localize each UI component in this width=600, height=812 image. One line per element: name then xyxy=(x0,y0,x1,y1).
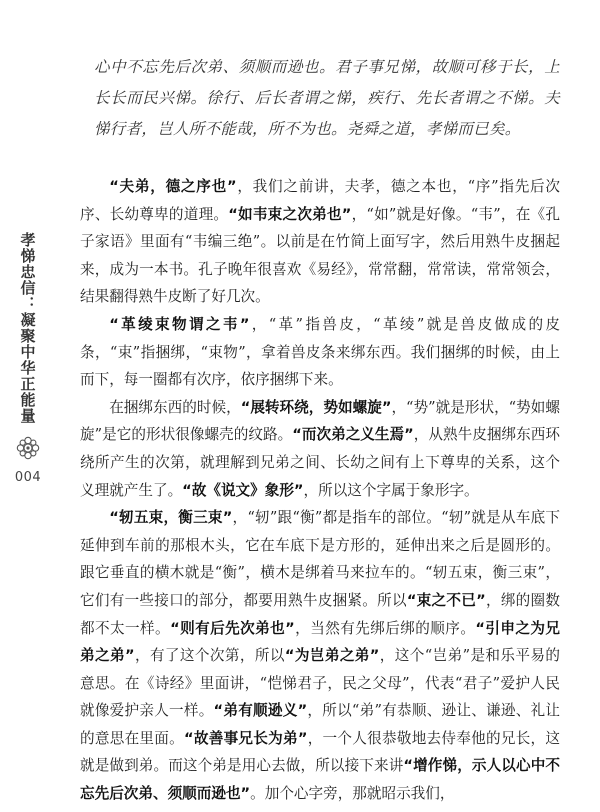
emphasized-text: “则有后先次弟也” xyxy=(170,619,295,637)
emphasized-text: “轫五束，衡三束” xyxy=(109,509,233,527)
body-text: ，从熟牛皮捆绑东西环绕所产生的次第，就理解到兄弟之间、长幼之间有上下尊卑的关系，这个义理就产生了。 xyxy=(80,426,560,499)
body-text: ，所以“弟”有恭顺、逊让、谦逊、礼让的意思在里面。 xyxy=(80,702,560,747)
body-text: ，我们之前讲，夫孝，德之本也，“序”指先后次序、长幼尊卑的道理。 xyxy=(80,178,560,223)
body-text: ，“如”就是好像。“韦”，在《孔子家语》里面有“韦编三绝”。以前是在竹简上面写字，然后用熟牛皮捆起来，成为一本书。孔子晚年很喜欢《易经》，常常翻，常常读，常常领会，结果翻得熟牛皮断了好几次。 xyxy=(80,205,560,306)
emphasized-text: “夫弟，德之序也” xyxy=(109,178,237,195)
body-text: ，“轫”跟“衡”都是指车的部位。“轫”就是从车底下延伸到车前的那根木头，它在车底下是方形的，延伸出来之后是圆形的。跟它垂直的横木就是“衡”，横木是绑着马来拉车的。“轫五束，衡三束”，它们有一些接口的部分，都要用熟牛皮捆紧。所以 xyxy=(80,509,560,609)
main-content xyxy=(80,52,560,808)
emphasized-text: “弟有顺逊义” xyxy=(213,702,308,720)
body-text: ，一个人很恭敬地去侍奉他的兄长，这就是做到弟。而这个弟是用心去做，所以接下来讲 xyxy=(80,729,560,775)
body-text: ，“革”指兽皮，“革绫”就是兽皮做成的皮条，“束”指捆绑，“束物”，拿着兽皮条来绑东西。我们捆绑的时候，由上而下，每一圈都有次序，依序捆绑下来。 xyxy=(80,315,560,389)
flower-emblem-icon xyxy=(14,434,42,462)
paragraph xyxy=(80,504,560,808)
paragraph xyxy=(80,394,560,504)
emphasized-text: “展转环绕，势如螺旋” xyxy=(240,398,392,416)
paragraph xyxy=(80,311,560,394)
body-text: ，当然有先绑后绑的顺序。 xyxy=(294,619,476,637)
body-text: 。加个心字旁，那就昭示我们， xyxy=(250,785,455,803)
emphasized-text: “束之不已” xyxy=(406,591,486,609)
emphasized-text: “引申之为兄弟之弟” xyxy=(80,619,560,665)
emphasized-text: “革绫束物谓之韦” xyxy=(109,315,250,333)
body-text: ，这个“岂弟”是和乐平易的意思。在《诗经》里面讲，“恺悌君子，民之父母”，代表“君子”爱护人民就像爱护亲人一样。 xyxy=(80,647,560,720)
emphasized-text: “为岂弟之弟” xyxy=(284,647,380,665)
classical-quote: 心中不忘先后次弟、须顺而逊也。君子事兄悌，故顺可移于长，上长长而民兴悌。徐行、后长者谓之悌，疾行、先长者谓之不悌。夫悌行者，岂人所不能哉，所不为也。尧舜之道，孝悌而已矣。 xyxy=(94,58,560,138)
emphasized-text: “增作悌，示人以心中不忘先后次弟、须顺而逊也” xyxy=(80,757,560,803)
emphasized-text: “故善事兄长为弟” xyxy=(184,729,308,747)
body-text: ，绑的圈数都不太一样。 xyxy=(80,591,560,637)
page-number: 004 xyxy=(14,470,42,485)
emphasized-text: “如韦束之次弟也” xyxy=(228,205,352,223)
body-text: ，有了这个次第，所以 xyxy=(134,647,285,665)
emphasized-text: “故《说文》象形” xyxy=(182,481,304,499)
emphasized-text: “而次弟之义生焉” xyxy=(292,426,414,444)
paragraph xyxy=(80,173,560,311)
body-text: 在捆绑东西的时候， xyxy=(109,398,241,416)
sidebar xyxy=(8,232,48,485)
book-title: 孝悌忠信：凝聚中华正能量 xyxy=(18,232,37,424)
body-text: ，所以这个字属于象形字。 xyxy=(303,481,479,499)
body-text: ，“势”就是形状，“势如螺旋”是它的形状很像螺壳的纹路。 xyxy=(80,398,560,444)
